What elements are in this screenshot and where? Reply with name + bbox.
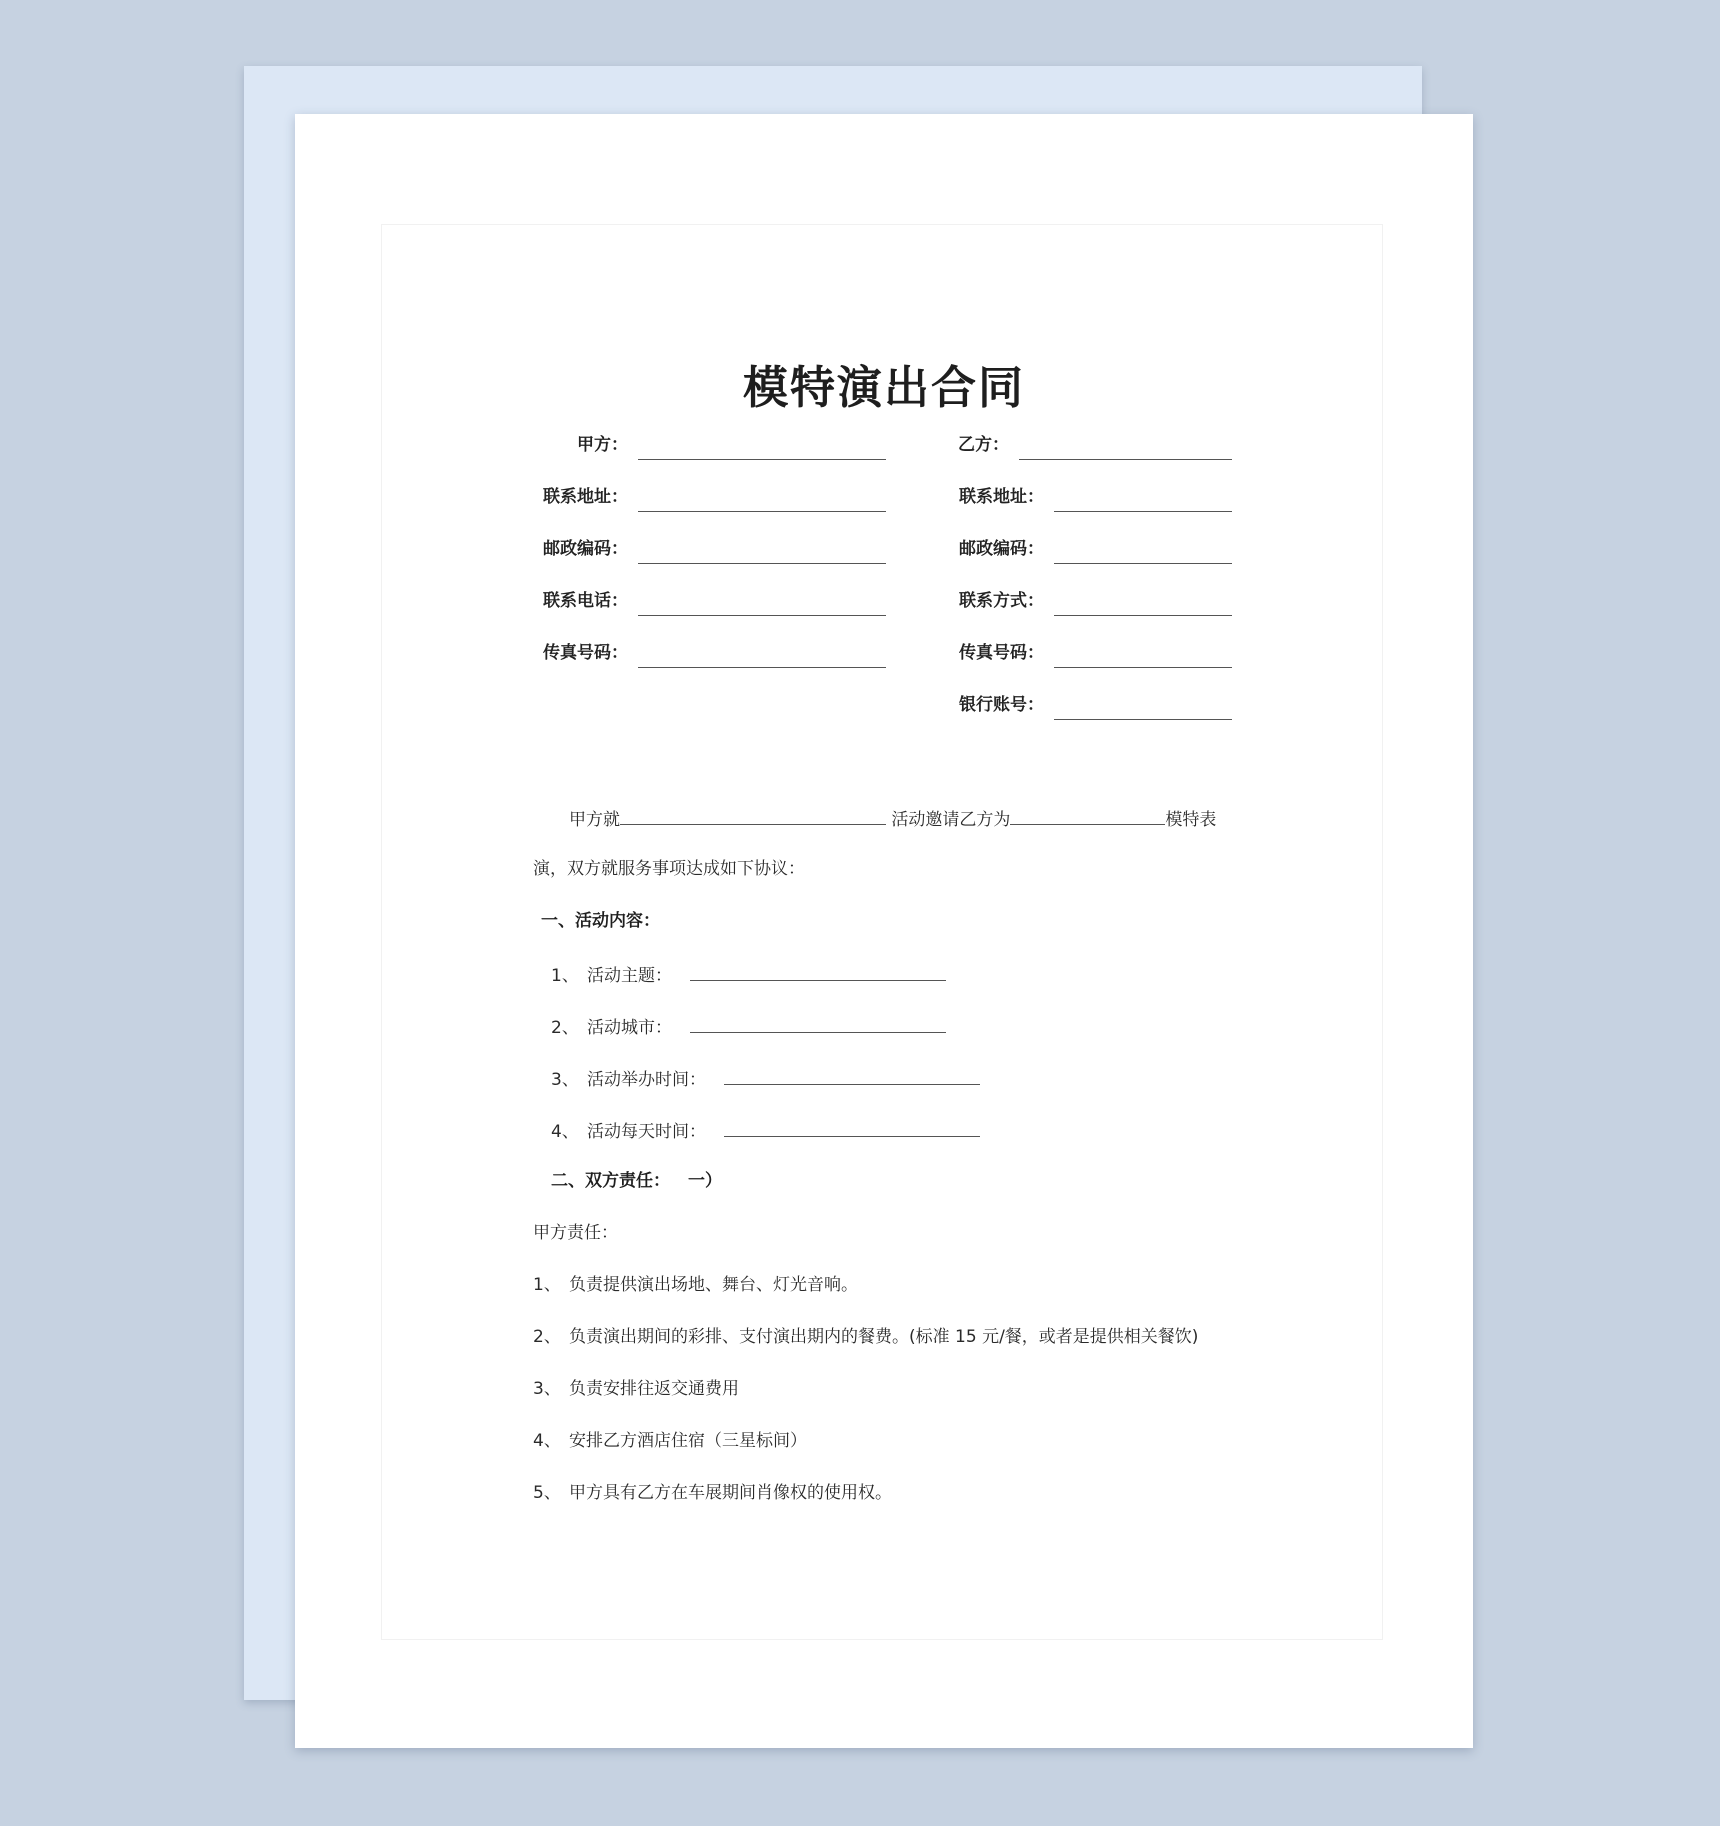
duty-item-3-text: 负责安排往返交通费用 [569, 1379, 739, 1399]
party-b-address-line [1054, 511, 1232, 512]
party-a-address-label: 联系地址： [543, 487, 628, 507]
activity-item-3-number: 3、 [551, 1070, 579, 1090]
activity-item-1-number: 1、 [551, 966, 579, 986]
party-a-fax-label: 传真号码： [543, 643, 628, 663]
party-b-address-label: 联系地址： [959, 487, 1044, 507]
party-a-phone-line [638, 615, 886, 616]
party-a-postcode-label: 邮政编码： [543, 539, 628, 559]
activity-daily-time-blank[interactable] [724, 1114, 980, 1137]
activity-item-3-label: 活动举办时间： [587, 1070, 706, 1090]
party-b-contact-field[interactable] [959, 586, 1232, 616]
party-a-fax-line [638, 667, 886, 668]
duty-item-3 [533, 1374, 739, 1404]
duty-item-5 [533, 1478, 892, 1508]
contract-content [295, 114, 1473, 1748]
duty-item-1-text: 负责提供演出场地、舞台、灯光音响。 [569, 1275, 858, 1295]
duty-item-1 [533, 1270, 858, 1300]
section-2-heading [551, 1166, 722, 1196]
duty-item-3-number: 3、 [533, 1379, 561, 1399]
party-a-address-line [638, 511, 886, 512]
party-a-name-label: 甲方： [577, 435, 628, 455]
party-b-name-field[interactable] [958, 430, 1232, 460]
contract-title: 模特演出合同 [742, 361, 1025, 414]
party-b-postcode-label: 邮政编码： [959, 539, 1044, 559]
activity-item-1-label: 活动主题： [587, 966, 672, 986]
party-b-name-line [1019, 459, 1232, 460]
intro-line-1 [569, 802, 1216, 835]
party-a-address-field[interactable] [543, 482, 886, 512]
party-a-name-field[interactable] [577, 430, 886, 460]
duty-item-2-text: 负责演出期间的彩排、支付演出期内的餐费。(标准 15 元/餐，或者是提供相关餐饮) [569, 1327, 1199, 1347]
duty-item-5-number: 5、 [533, 1483, 561, 1503]
duty-item-5-text: 甲方具有乙方在车展期间肖像权的使用权。 [569, 1483, 892, 1503]
party-b-fax-field[interactable] [959, 638, 1232, 668]
party-b-bank-account-label: 银行账号： [959, 695, 1044, 715]
party-b-fax-line [1054, 667, 1232, 668]
intro-part-2: 活动邀请乙方为 [891, 810, 1011, 830]
activity-item-2-number: 2、 [551, 1018, 579, 1038]
duty-item-4-text: 安排乙方酒店住宿（三星标间） [569, 1431, 807, 1451]
section-2-subheading: 一） [688, 1171, 722, 1191]
party-a-phone-label: 联系电话： [543, 591, 628, 611]
party-a-postcode-field[interactable] [543, 534, 886, 564]
duty-item-1-number: 1、 [533, 1275, 561, 1295]
party-b-bank-account-line [1054, 719, 1232, 720]
intro-part-3: 模特表 [1165, 810, 1217, 830]
activity-theme-blank[interactable] [690, 958, 946, 981]
party-b-address-field[interactable] [959, 482, 1232, 512]
party-b-postcode-line [1054, 563, 1232, 564]
contract-page [295, 114, 1473, 1748]
model-role-blank[interactable] [1010, 802, 1165, 825]
intro-part-1: 甲方就 [569, 810, 620, 830]
activity-date-blank[interactable] [724, 1062, 980, 1085]
party-b-bank-account-field[interactable] [959, 690, 1232, 720]
party-b-name-label: 乙方： [958, 435, 1009, 455]
party-b-fax-label: 传真号码： [959, 643, 1044, 663]
activity-name-blank[interactable] [620, 802, 886, 825]
duty-item-4-number: 4、 [533, 1431, 561, 1451]
activity-item-3 [551, 1062, 980, 1095]
duty-item-2-number: 2、 [533, 1327, 561, 1347]
duty-item-2 [533, 1322, 1198, 1352]
section-1-heading: 一、活动内容： [541, 911, 660, 931]
duty-item-4 [533, 1426, 807, 1456]
activity-item-4-label: 活动每天时间： [587, 1122, 706, 1142]
party-a-postcode-line [638, 563, 886, 564]
activity-city-blank[interactable] [690, 1010, 946, 1033]
party-b-postcode-field[interactable] [959, 534, 1232, 564]
activity-item-4-number: 4、 [551, 1122, 579, 1142]
activity-item-1 [551, 958, 946, 991]
activity-item-2-label: 活动城市： [587, 1018, 672, 1038]
party-a-duties-title: 甲方责任： [533, 1223, 618, 1243]
party-a-phone-field[interactable] [543, 586, 886, 616]
activity-item-2 [551, 1010, 946, 1043]
party-a-name-line [638, 459, 886, 460]
intro-line-2: 演，双方就服务事项达成如下协议： [533, 859, 805, 879]
party-b-contact-label: 联系方式： [959, 591, 1044, 611]
section-2-title: 二、双方责任： [551, 1171, 670, 1191]
activity-item-4 [551, 1114, 980, 1147]
party-a-fax-field[interactable] [543, 638, 886, 668]
party-b-contact-line [1054, 615, 1232, 616]
